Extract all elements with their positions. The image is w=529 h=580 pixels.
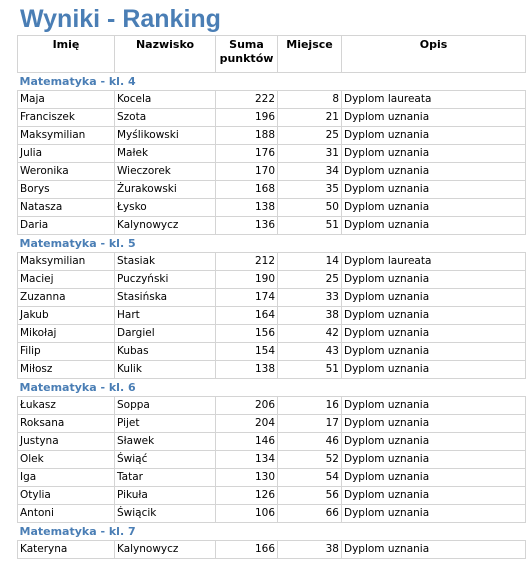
table-row: [18, 181, 526, 199]
cell-miejsce: 51: [278, 217, 342, 235]
ranking-table: [17, 35, 526, 559]
cell-nazwisko: Małek: [115, 145, 216, 163]
column-header-miejsce: Miejsce: [278, 36, 342, 73]
cell-miejsce: 17: [278, 415, 342, 433]
table-row: [18, 343, 526, 361]
cell-miejsce: 8: [278, 91, 342, 109]
table-row: [18, 361, 526, 379]
cell-suma-punktow: 146: [216, 433, 278, 451]
cell-nazwisko: Kalynowycz: [115, 541, 216, 559]
cell-nazwisko: Świącik: [115, 505, 216, 523]
cell-suma-punktow: 106: [216, 505, 278, 523]
table-row: [18, 397, 526, 415]
cell-nazwisko: Szota: [115, 109, 216, 127]
group-header-row: [18, 523, 526, 541]
cell-miejsce: 38: [278, 307, 342, 325]
table-row: [18, 451, 526, 469]
cell-suma-punktow: 138: [216, 361, 278, 379]
header-row: [18, 36, 526, 73]
cell-nazwisko: Pikuła: [115, 487, 216, 505]
table-row: [18, 487, 526, 505]
cell-nazwisko: Hart: [115, 307, 216, 325]
cell-opis: Dyplom uznania: [342, 361, 526, 379]
cell-opis: Dyplom uznania: [342, 505, 526, 523]
group-header-row: [18, 379, 526, 397]
cell-imie: Łukasz: [18, 397, 115, 415]
cell-suma-punktow: 204: [216, 415, 278, 433]
cell-opis: Dyplom uznania: [342, 181, 526, 199]
cell-nazwisko: Stasiak: [115, 253, 216, 271]
cell-nazwisko: Kulik: [115, 361, 216, 379]
cell-opis: Dyplom uznania: [342, 271, 526, 289]
cell-imie: Julia: [18, 145, 115, 163]
table-row: [18, 289, 526, 307]
cell-miejsce: 46: [278, 433, 342, 451]
cell-opis: Dyplom laureata: [342, 91, 526, 109]
cell-suma-punktow: 212: [216, 253, 278, 271]
table-row: [18, 307, 526, 325]
cell-miejsce: 21: [278, 109, 342, 127]
cell-suma-punktow: 136: [216, 217, 278, 235]
cell-imie: Miłosz: [18, 361, 115, 379]
cell-suma-punktow: 174: [216, 289, 278, 307]
cell-opis: Dyplom uznania: [342, 217, 526, 235]
table-row: [18, 253, 526, 271]
cell-suma-punktow: 206: [216, 397, 278, 415]
cell-nazwisko: Tatar: [115, 469, 216, 487]
cell-nazwisko: Łysko: [115, 199, 216, 217]
cell-miejsce: 16: [278, 397, 342, 415]
cell-nazwisko: Stasińska: [115, 289, 216, 307]
cell-imie: Borys: [18, 181, 115, 199]
cell-opis: Dyplom uznania: [342, 415, 526, 433]
table-row: [18, 199, 526, 217]
cell-imie: Olek: [18, 451, 115, 469]
cell-opis: Dyplom uznania: [342, 343, 526, 361]
cell-imie: Zuzanna: [18, 289, 115, 307]
table-row: [18, 271, 526, 289]
cell-opis: Dyplom uznania: [342, 163, 526, 181]
cell-suma-punktow: 138: [216, 199, 278, 217]
cell-suma-punktow: 126: [216, 487, 278, 505]
table-row: [18, 145, 526, 163]
table-body: [18, 73, 526, 559]
cell-imie: Mikołaj: [18, 325, 115, 343]
cell-imie: Natasza: [18, 199, 115, 217]
cell-imie: Maksymilian: [18, 253, 115, 271]
cell-opis: Dyplom uznania: [342, 145, 526, 163]
cell-imie: Otylia: [18, 487, 115, 505]
cell-imie: Filip: [18, 343, 115, 361]
table-header: [18, 36, 526, 73]
table-row: [18, 505, 526, 523]
cell-nazwisko: Myślikowski: [115, 127, 216, 145]
column-header-suma-punktow: Suma punktów: [216, 36, 278, 73]
cell-miejsce: 43: [278, 343, 342, 361]
cell-miejsce: 42: [278, 325, 342, 343]
cell-suma-punktow: 130: [216, 469, 278, 487]
cell-opis: Dyplom uznania: [342, 397, 526, 415]
cell-suma-punktow: 154: [216, 343, 278, 361]
cell-nazwisko: Sławek: [115, 433, 216, 451]
table-row: [18, 109, 526, 127]
cell-opis: Dyplom uznania: [342, 307, 526, 325]
cell-miejsce: 56: [278, 487, 342, 505]
table-row: [18, 325, 526, 343]
cell-suma-punktow: 170: [216, 163, 278, 181]
cell-opis: Dyplom uznania: [342, 433, 526, 451]
cell-suma-punktow: 176: [216, 145, 278, 163]
cell-opis: Dyplom uznania: [342, 325, 526, 343]
cell-opis: Dyplom uznania: [342, 109, 526, 127]
cell-miejsce: 52: [278, 451, 342, 469]
group-header-row: [18, 235, 526, 253]
cell-nazwisko: Soppa: [115, 397, 216, 415]
cell-nazwisko: Dargiel: [115, 325, 216, 343]
table-row: [18, 127, 526, 145]
cell-miejsce: 38: [278, 541, 342, 559]
cell-imie: Antoni: [18, 505, 115, 523]
cell-nazwisko: Żurakowski: [115, 181, 216, 199]
cell-imie: Iga: [18, 469, 115, 487]
cell-imie: Maciej: [18, 271, 115, 289]
cell-miejsce: 50: [278, 199, 342, 217]
cell-suma-punktow: 222: [216, 91, 278, 109]
cell-imie: Jakub: [18, 307, 115, 325]
group-header: Matematyka - kl. 4: [18, 73, 526, 91]
cell-suma-punktow: 134: [216, 451, 278, 469]
cell-miejsce: 31: [278, 145, 342, 163]
group-header: Matematyka - kl. 5: [18, 235, 526, 253]
cell-suma-punktow: 168: [216, 181, 278, 199]
cell-opis: Dyplom uznania: [342, 451, 526, 469]
column-header-nazwisko: Nazwisko: [115, 36, 216, 73]
table-row: [18, 415, 526, 433]
cell-suma-punktow: 188: [216, 127, 278, 145]
cell-miejsce: 25: [278, 127, 342, 145]
cell-nazwisko: Kocela: [115, 91, 216, 109]
cell-nazwisko: Wieczorek: [115, 163, 216, 181]
cell-miejsce: 35: [278, 181, 342, 199]
cell-imie: Kateryna: [18, 541, 115, 559]
cell-suma-punktow: 164: [216, 307, 278, 325]
cell-miejsce: 33: [278, 289, 342, 307]
table-row: [18, 469, 526, 487]
table-row: [18, 541, 526, 559]
cell-imie: Maja: [18, 91, 115, 109]
page-title: Wyniki - Ranking: [20, 5, 221, 33]
cell-imie: Roksana: [18, 415, 115, 433]
cell-imie: Justyna: [18, 433, 115, 451]
group-header: Matematyka - kl. 7: [18, 523, 526, 541]
cell-opis: Dyplom uznania: [342, 127, 526, 145]
cell-nazwisko: Kubas: [115, 343, 216, 361]
column-header-opis: Opis: [342, 36, 526, 73]
cell-miejsce: 54: [278, 469, 342, 487]
cell-nazwisko: Świąć: [115, 451, 216, 469]
cell-imie: Weronika: [18, 163, 115, 181]
cell-opis: Dyplom uznania: [342, 469, 526, 487]
cell-miejsce: 25: [278, 271, 342, 289]
cell-imie: Maksymilian: [18, 127, 115, 145]
column-header-imie: Imię: [18, 36, 115, 73]
cell-opis: Dyplom uznania: [342, 541, 526, 559]
cell-miejsce: 66: [278, 505, 342, 523]
cell-imie: Daria: [18, 217, 115, 235]
cell-suma-punktow: 156: [216, 325, 278, 343]
cell-opis: Dyplom laureata: [342, 253, 526, 271]
group-header: Matematyka - kl. 6: [18, 379, 526, 397]
cell-nazwisko: Pijet: [115, 415, 216, 433]
cell-opis: Dyplom uznania: [342, 199, 526, 217]
table-row: [18, 433, 526, 451]
cell-suma-punktow: 196: [216, 109, 278, 127]
group-header-row: [18, 73, 526, 91]
cell-miejsce: 14: [278, 253, 342, 271]
cell-opis: Dyplom uznania: [342, 289, 526, 307]
cell-opis: Dyplom uznania: [342, 487, 526, 505]
cell-suma-punktow: 190: [216, 271, 278, 289]
table-row: [18, 163, 526, 181]
cell-miejsce: 34: [278, 163, 342, 181]
cell-nazwisko: Kalynowycz: [115, 217, 216, 235]
table-row: [18, 91, 526, 109]
table-row: [18, 217, 526, 235]
cell-imie: Franciszek: [18, 109, 115, 127]
cell-nazwisko: Puczyński: [115, 271, 216, 289]
cell-suma-punktow: 166: [216, 541, 278, 559]
cell-miejsce: 51: [278, 361, 342, 379]
